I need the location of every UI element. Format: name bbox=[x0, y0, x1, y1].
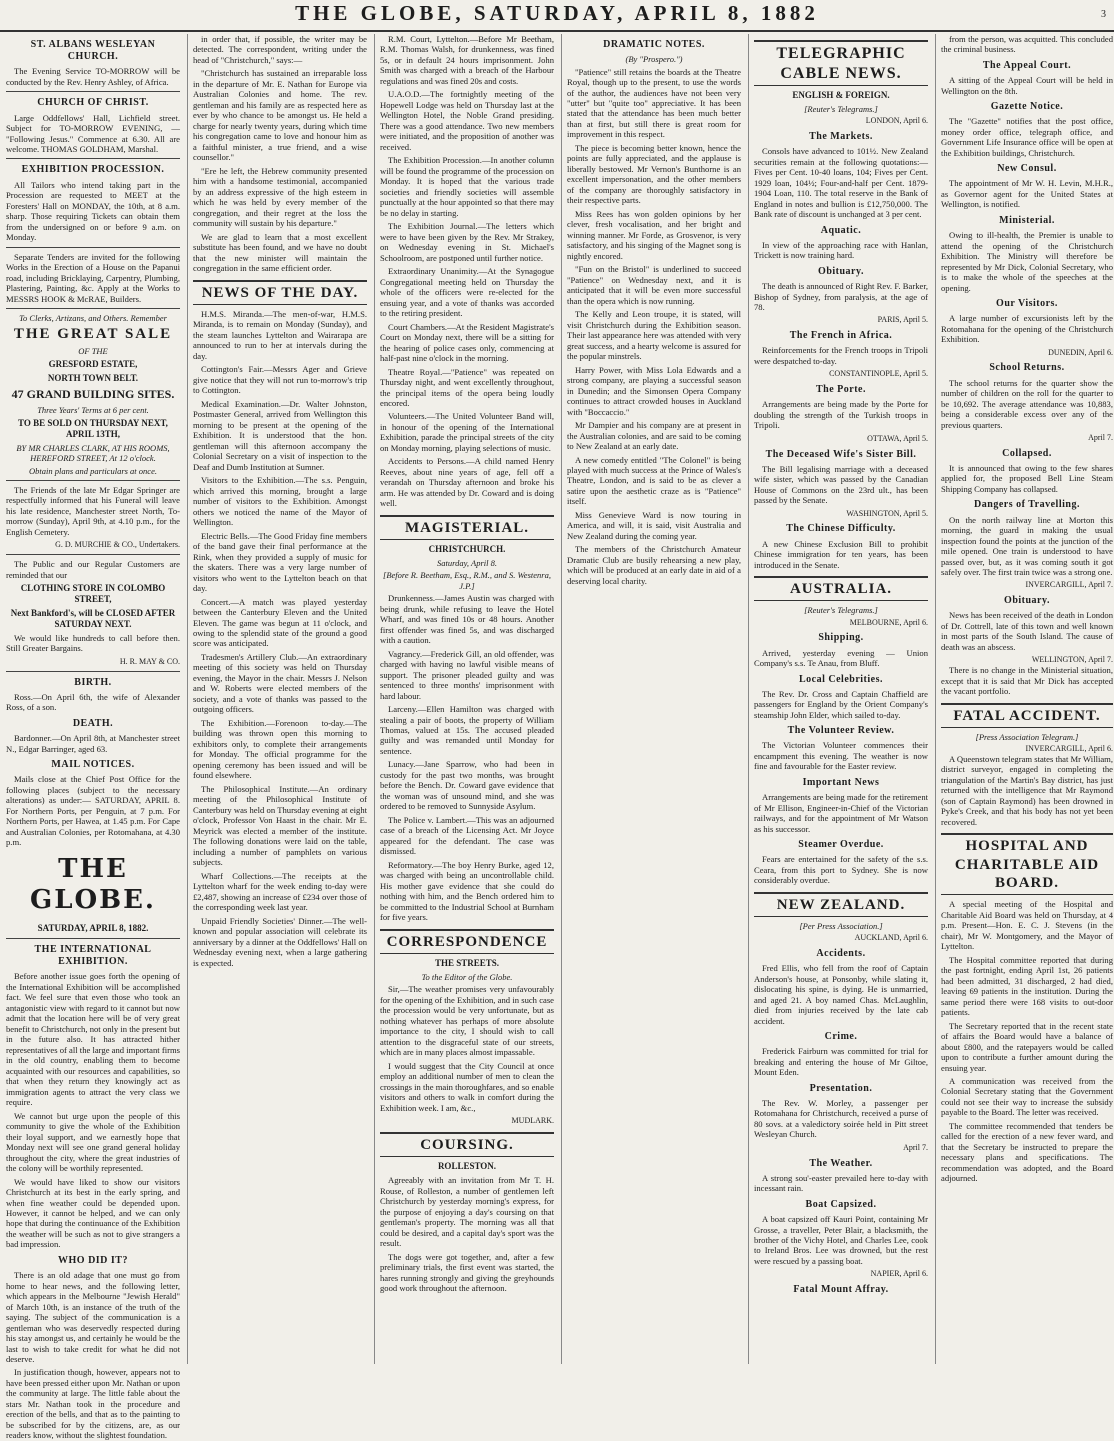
news-item: Cottington's Fair.—Messrs Ager and Grieve give notice that they will not run to-morrow's trip to Cottington. bbox=[193, 364, 367, 396]
item-head: Gazette Notice. bbox=[990, 101, 1064, 113]
item-head: Shipping. bbox=[818, 632, 864, 644]
sale-terms: Three Years' Terms at 6 per cent. bbox=[37, 404, 149, 415]
report-paragraph: A communication was received from the Colonial Secretary stating that the Government could not see their way to increase the subsidy payable to the Board. The letter was received. bbox=[941, 1075, 1113, 1118]
item-head: Steamer Overdue. bbox=[798, 839, 884, 851]
dateline: April 7. bbox=[903, 1142, 928, 1152]
who-paragraph: There is an old adage that one must go from home to hear news, and the following letter, which appears in the Melbourne "Jewish Herald" of March 10th, is an instance of the truth of the saying. The subject of the communication is a gentleman who was deservedly respected during his stay amongst us, and certainly he would be the last to wish to take credit for what he did not deserve. bbox=[6, 1270, 180, 1364]
deaths-head: DEATH. bbox=[72, 717, 114, 729]
hospital-board-title: HOSPITAL AND CHARITABLE AID BOARD. bbox=[941, 833, 1113, 895]
item-text: It is announced that owing to the few shares applied for, the proposed Bell Line Steam Shipping Company has collapsed. bbox=[941, 462, 1113, 494]
sale-of: OF THE bbox=[78, 345, 108, 356]
news-item: Court Chambers.—At the Resident Magistrate's Court on Monday next, there will be a sitting for the hearing of police cases only, commencing at half-past nine o'clock in the morning. bbox=[380, 321, 554, 364]
article-paragraph: "Christchurch has sustained an irreparable loss in the departure of Mr. E. Nathan for Europe via Australian Colonies and home. The rev. gentleman and his family are as respected here as ever by who chance to be amongst us. He held a charge for nearly twenty years, during which time his congregation came to love and honour him as a faithful minister, a true friend, and a wise counsellor." bbox=[193, 68, 367, 163]
item-head: Obituary. bbox=[1004, 595, 1050, 607]
report-paragraph: The Hospital committee reported that during the past fortnight, ending April 1st, 26 patients had been admitted, 31 discharged, 2 had died, leaving 69 patients in the institution. During the same period there were 168 visits to out-door patients. bbox=[941, 954, 1113, 1018]
item-text: A boat capsized off Kauri Point, containing Mr Grosse, a traveller, Peter Blair, a blacksmith, the brother of the Vichy Hotel, and Charles Lee, cook to Ireland Bros. Lee was drowned, but the rest were rescued by a passing boat. bbox=[754, 1214, 928, 1266]
coursing-paragraph: The dogs were got together, and, after a few preliminary trials, the first event was started, the hares running strongly and giving the greyhounds good work throughout the afternoon. bbox=[380, 1251, 554, 1293]
news-item: Tradesmen's Artillery Club.—An extraordinary meeting of this society was held on Thursday evening, the Mayor in the chair. Messrs J. Nelson and W. Roberts were elected members of the society, and a vote of thanks was passed to the outgoing officers. bbox=[193, 651, 367, 715]
court-item: Larceny.—Ellen Hamilton was charged with stealing a pair of boots, the property of William Thomas, valued at 15s. The accused pleaded guilty and was remanded until Monday for sentence. bbox=[380, 704, 554, 756]
globe-title: THE GLOBE. bbox=[30, 853, 156, 916]
divider bbox=[6, 938, 180, 939]
article-paragraph: We are glad to learn that a most excellent substitute has been found, and we have no doubt that the new minister will maintain the congregation in the same efficient order. bbox=[193, 231, 367, 274]
item-text: A sitting of the Appeal Court will be held in Wellington on the 8th. bbox=[941, 75, 1113, 96]
masthead bbox=[0, 0, 1114, 32]
deaths-text: Bardonner.—On April 8th, at Manchester street N., Edgar Barringer, aged 63. bbox=[6, 733, 180, 754]
letter-paragraph: Sir,—The weather promises very unfavourably for the opening of the Exhibition, and in such case the procession would be very unfortunate, but as nothing whatever has perhaps of more absolute importance to the city, I should wish to call attention to the disgraceful state of our streets, which are in many places almost impassable. bbox=[380, 984, 554, 1058]
news-item: Medical Examination.—Dr. Walter Johnston, Postmaster General, arrived from Wellington this morning to be present at the opening of the Exhibition. It is understood that the hon. gentleman will this afternoon accompany the Colonial Secretary on a visit of inspection to the Deaf and Dumb Institution at Sumner. bbox=[193, 398, 367, 472]
clothing-store: CLOTHING STORE IN COLOMBO STREET, bbox=[20, 583, 166, 605]
item-text: The death is announced of Right Rev. F. Barker, Bishop of Sydney, from paralysis, at the age of 78. bbox=[754, 281, 928, 312]
news-item: Accidents to Persons.—A child named Henry Reeves, about nine years of age, fell off a verandah on Thursday afternoon and broke his arm. He was attended by Dr. Coward and is doing well. bbox=[380, 456, 554, 509]
ad-wesleyan-head: ST. ALBANS WESLEYAN CHURCH. bbox=[30, 39, 156, 63]
item-text: There is no change in the Ministerial situation, except that it is said that Mr Dick has accepted the vacant portfolio. bbox=[941, 665, 1113, 697]
item-head: Accidents. bbox=[816, 948, 866, 960]
births-head: BIRTH. bbox=[74, 676, 112, 688]
dramatic-paragraph: A new comedy entitled "The Colonel" is being played with much success at the Prince of Wales's Theatre, London, and is said to be as clever a satire upon the aesthetic craze as is "Patience" itself. bbox=[567, 454, 741, 507]
births-text: Ross.—On April 6th, the wife of Alexander Ross, of a son. bbox=[6, 691, 180, 713]
item-head: The Markets. bbox=[809, 131, 873, 143]
funeral-notice: The Friends of the late Mr Edgar Springer are respectfully informed that his Funeral will leave his late residence, Manchester street North, To-morrow (Sunday), April 9th, at 4.10 p.m., for the English Cemetery. bbox=[6, 484, 180, 537]
item-text: A Queenstown telegram states that Mr William, district surveyor, engaged in completing the triangulation of the Martin's Bay district, has just returned with the intelligence that Mr Raymond (son of Captain Raymond) has been drowned in Pyke's Creek, and that his body has not yet been recovered. bbox=[941, 753, 1113, 827]
dateline: WELLINGTON, April 7. bbox=[1031, 655, 1113, 665]
divider bbox=[6, 480, 180, 481]
dramatic-paragraph: The Kelly and Leon troupe, it is stated, will visit Christchurch during the Exhibition season. Their last appearance here was attended with very great success, and a hearty welcome is assured for the popular minstrels. bbox=[567, 309, 741, 362]
magisterial-date: Saturday, April 8. bbox=[437, 558, 497, 569]
item-text: In view of the approaching race with Hanlan, Trickett is now training hard. bbox=[754, 239, 928, 261]
news-item: The Exhibition Procession.—In another column will be found the programme of the procession on Monday. It is hoped that the various trade societies and friendly societies will assemble punctually at the hour appointed so that there may be no delay in starting. bbox=[380, 155, 554, 218]
news-item: Concert.—A match was played yesterday between the Canterbury Eleven and the United Eleven. The game was begun at 11 o'clock, and owing to the splendid state of the ground a good score was anticipated. bbox=[193, 596, 367, 649]
item-text: The Rev. Dr. Cross and Captain Chaffield are passengers for England by the Orient Company's steamship John Elder, which sailed to-day. bbox=[754, 688, 928, 720]
item-head: School Returns. bbox=[989, 362, 1065, 374]
item-text: The Rev. W. Morley, a passenger per Rotomahana for Christchurch, received a purse of 80 sovs. at a valedictory soirée held in Pitt street Wesleyan Church. bbox=[754, 1097, 928, 1140]
column-4 bbox=[561, 34, 741, 1364]
fatal-accident-agency: [Press Association Telegram.] bbox=[975, 731, 1079, 742]
clothing-sign: H. R. MAY & CO. bbox=[119, 656, 180, 666]
clothing-close: Next Bankford's, will be CLOSED AFTER SATURDAY NEXT. bbox=[10, 608, 176, 629]
globe-date: SATURDAY, APRIL 8, 1882. bbox=[37, 923, 149, 933]
column-5 bbox=[748, 34, 928, 1364]
court-item: Vagrancy.—Frederick Gill, an old offender, was charged with having no lawful visible means of support. The prisoner pleaded guilty and was sentenced to three months' imprisonment with hard labour. bbox=[380, 648, 554, 701]
dateline: MELBOURNE, April 6. bbox=[849, 617, 928, 627]
item-text: The school returns for the quarter show the number of children on the roll for the quarter to be 10,692. The average attendance was 10,883, being a considerable excess over any of the previous quarters. bbox=[941, 377, 1113, 430]
item-head: The Volunteer Review. bbox=[787, 725, 895, 737]
magisterial-head: MAGISTERIAL. bbox=[380, 515, 554, 540]
item-head: The Deceased Wife's Sister Bill. bbox=[765, 448, 917, 460]
dramatic-paragraph: Miss Rees has won golden opinions by her clever, fresh vocalisation, and her bright and winning manner. Mr Forde, as Grosvenor, is very satisfactory, and his singing of the Magnet song is nightly encored. bbox=[567, 208, 741, 261]
court-item: Reformatory.—The boy Henry Burke, aged 12, was charged with being an uncontrollable child. His mother gave evidence that she could do nothing with him, and the Bench ordered him to be committed to the Industrial School at Burnham for five years. bbox=[380, 859, 554, 923]
dramatic-paragraph: "Patience" still retains the boards at the Theatre Royal, though up to the present, to use the words of the author, the audiences have not been very "utter" but "quite too" appreciative. It has been stated that the attendance has been much better than at first, but still there is great room for improvement in this respect. bbox=[567, 66, 741, 140]
item-head: Fatal Mount Affray. bbox=[793, 1284, 889, 1296]
coursing-head: COURSING. bbox=[380, 1132, 554, 1157]
news-item: Extraordinary Unanimity.—At the Synagogue Congregational meeting held on Thursday the whole of the officers were re-elected for the ensuing year, and a vote of thanks was accorded to the retiring president. bbox=[380, 266, 554, 319]
correspondence-sub: THE STREETS. bbox=[434, 958, 500, 968]
mails-text: Mails close at the Chief Post Office for the following places (subject to the necessary alterations) as under:— SATURDAY, APRIL 8. For Northern Ports, per Penguin, at 7 p.m. For Northern Ports, per Hawea, at 1.45 p.m. For Cape and Australian Colonies, per Rotomahana, at 4.30 p.m. bbox=[6, 774, 180, 848]
item-head: The Porte. bbox=[816, 384, 866, 396]
australia-title: AUSTRALIA. bbox=[754, 576, 928, 601]
item-text: News has been received of the death in London of Dr. Cottrell, late of this town and well known in most parts of the South Island. The cause of death was an abscess. bbox=[941, 610, 1113, 652]
dateline: INVERCARGILL, April 7. bbox=[1025, 580, 1113, 590]
correspondence-to: To the Editor of the Globe. bbox=[421, 971, 513, 982]
column-6 bbox=[935, 34, 1113, 1364]
sale-by: BY MR CHARLES CLARK, AT HIS ROOMS, HEREFORD STREET, At 12 o'clock. bbox=[16, 442, 170, 464]
cable-news-sub: ENGLISH & FOREIGN. bbox=[792, 90, 890, 101]
coursing-sub: ROLLESTON. bbox=[437, 1161, 497, 1172]
item-head: The Weather. bbox=[809, 1157, 873, 1169]
dateline: LONDON, April 6. bbox=[865, 116, 928, 126]
item-head: Collapsed. bbox=[1002, 447, 1052, 459]
lead-paragraph: We cannot but urge upon the people of this community to give the whole of the Exhibition their loyal support, and we earnestly hope that Monday next will see one grand general holiday throughout the city, where the great industries of the colony will be worthily represented. bbox=[6, 1110, 180, 1174]
column-1 bbox=[6, 34, 180, 1441]
item-text: Consols have advanced to 101½. New Zealand securities remain at the following quotations:—Fives per Cent. 10-40 loans, 104; Fives per Cent. 1929 loan, 104½; Four-and-half per Cent. 1879-1904 Loan, 110. The total reserve in the Bank of England in notes and bullion is £12,750,000. The Bank rate of discount is unchanged at 3 per cent. bbox=[754, 146, 928, 220]
ad-wesleyan-text: The Evening Service TO-MORROW will be conducted by the Rev. Henry Ashley, of Africa. bbox=[6, 66, 180, 87]
ad-tenders-text: Separate Tenders are invited for the following Works in the Erection of a House on the Papanui road, including Bricklaying, Carpentry, Plumbing, Plastering, Painting, &c. Apply at the Works to MESSRS HOOK & McRAE, Builders. bbox=[6, 251, 180, 304]
dramatic-paragraph: "Fun on the Bristol" is underlined to succeed "Patience" on Wednesday next, and it is anticipated that it will be even more successful than the opera which is now running. bbox=[567, 264, 741, 306]
ad-procession-text: All Tailors who intend taking part in the Procession are requested to MEET at the Foresters' Hall on MONDAY, the 10th, at 8 a.m. sharp. Those requiring Tickets can obtain them from the undersigned on or before 9 a.m. on Monday. bbox=[6, 179, 180, 243]
item-text: The Victorian Volunteer commences their encampment this evening. The weather is now fine and favourable for the Easter review. bbox=[754, 740, 928, 772]
item-head: Boat Capsized. bbox=[805, 1198, 877, 1210]
ad-church-head: CHURCH OF CHRIST. bbox=[37, 97, 149, 109]
new-zealand-agency: [Per Press Association.] bbox=[799, 920, 883, 931]
item-text: Owing to ill-health, the Premier is unable to attend the opening of the Christchurch Exhibition. The Ministry will therefore be represented by Mr Dick, Colonial Secretary, who is to make the whole of the speeches at the opening. bbox=[941, 230, 1113, 293]
magisterial-sub: CHRISTCHURCH. bbox=[428, 544, 506, 555]
news-item: Visitors to the Exhibition.—The s.s. Penguin, which arrived this morning, brought a large number of visitors to the Exhibition. Amongst others we noticed the name of the Mayor of Wellington. bbox=[193, 475, 367, 528]
who-paragraph: In justification though, however, appears not to have been pressed either upon Mr. Nathan or upon the community at large. The little fable about the stars Mr. Nathan took in the procedure and erection of the bells, and that as to the painting to be subscribed for by the citizens, are, as our readers know, without the slightest foundation. bbox=[6, 1367, 180, 1441]
article-paragraph: in order that, if possible, the writer may be detected. The correspondent, writing under the head of "Christchurch," says:— bbox=[193, 34, 367, 65]
article-paragraph: "Ere he left, the Hebrew community presented him with a handsome testimonial, accompanied by an address expressive of the high esteem in which he was held by every member of the congregation, and their regret at the loss the community will sustain by his departure." bbox=[193, 165, 367, 229]
lead-paragraph: We would have liked to show our visitors Christchurch at its best in the early spring, and when fine weather could be depended upon. However, it cannot be helped, and we can only hope that during the continuance of the Exhibition the weather will be such as not to give strangers a bad impression. bbox=[6, 1176, 180, 1250]
item-head: New Consul. bbox=[997, 163, 1057, 175]
divider bbox=[6, 308, 180, 309]
report-paragraph: A special meeting of the Hospital and Charitable Aid Board was held on Thursday, at 4 p.m. Present—Hon. E. C. J. Stevens (in the chair), Mr W. Montgomery, and the Mayor of Lyttelton. bbox=[941, 899, 1113, 952]
item-text: from the person, was acquitted. This concluded the criminal business. bbox=[941, 34, 1113, 55]
news-item: Volunteers.—The United Volunteer Band will, in honour of the opening of the International Exhibition, parade the principal streets of the city on Monday morning, playing selections of music. bbox=[380, 411, 554, 453]
item-head: Important News bbox=[802, 776, 880, 788]
court-item: Lunacy.—Jane Sparrow, who had been in custody for the past two months, was brought before the Bench. Dr. Coward gave evidence that the woman was of unsound mind, and she was ordered to be removed to Sunnyside Asylum. bbox=[380, 759, 554, 812]
item-text: Reinforcements for the French troops in Tripoli were despatched to-day. bbox=[754, 345, 928, 366]
item-text: Arrangements are being made for the retirement of Mr Ellison, Engineer-in-Chief of the Victorian railways, and for the appointment of Mr Watson as his successor. bbox=[754, 792, 928, 834]
item-text: The appointment of Mr W. H. Levin, M.H.R., as Governor agent for the United States at Wellington, is notified. bbox=[941, 178, 1113, 210]
item-head: Ministerial. bbox=[999, 214, 1055, 226]
sale-when: TO BE SOLD ON THURSDAY NEXT, APRIL 13TH, bbox=[18, 417, 168, 439]
australia-agency: [Reuter's Telegrams.] bbox=[804, 605, 878, 616]
item-text: The "Gazette" notifies that the post office, money order office, telegraph office, and Government Life Insurance office will be open at the Exhibition buildings, Christchurch. bbox=[941, 116, 1113, 158]
item-head: The French in Africa. bbox=[789, 330, 893, 342]
item-text: The Bill legalising marriage with a deceased wife sister, which was passed by the Canadian House of Commons on the 23rd ult., has been passed by the Senate. bbox=[754, 463, 928, 506]
dateline: WASHINGTON, April 5. bbox=[846, 508, 928, 518]
dateline: PARIS, April 5. bbox=[877, 315, 928, 325]
item-text: A new Chinese Exclusion Bill to prohibit Chinese immigration for ten years, has been introduced in the Senate. bbox=[754, 538, 928, 570]
news-item: Electric Bells.—The Good Friday fine members of the band gave their final performance at the Rink, when they provided a supply of music for the skaters. There was a very large number of visitors who went to the Lyttelton beach on that day. bbox=[193, 530, 367, 594]
item-text: Fears are entertained for the safety of the s.s. Ceara, from this port to Sydney. She is now considerably overdue. bbox=[754, 854, 928, 886]
item-text: A strong sou'-easter prevailed here to-day with incessant rain. bbox=[754, 1172, 928, 1194]
dateline: DUNEDIN, April 6. bbox=[1048, 347, 1113, 357]
dateline: NAPIER, April 6. bbox=[870, 1269, 928, 1279]
divider bbox=[6, 554, 180, 555]
dramatic-paragraph: Harry Power, with Miss Lola Edwards and a strong company, are playing a successful season in Dunedin; and the Simonsen Opera Company continues to attract crowded houses in Auckland with "Boccaccio." bbox=[567, 364, 741, 417]
report-paragraph: The Secretary reported that in the recent state of affairs the Board would have a balance of about £800, and the ratepayers would be called upon to contribute a further amount during the ensuing year. bbox=[941, 1020, 1113, 1073]
divider bbox=[6, 671, 180, 672]
court-item: Drunkenness.—James Austin was charged with being drunk, while refusing to leave the Hotel Wharf, and was fined 10s or 48 hours. Another first offender was fined 5s, and was discharged with a caution. bbox=[380, 593, 554, 646]
ad-clerks-text: To Clerks, Artizans, and Others. Remember bbox=[19, 312, 167, 323]
funeral-sign: G. D. MURCHIE & CO., Undertakers. bbox=[55, 540, 180, 550]
clothing-notice: The Public and our Regular Customers are reminded that our bbox=[6, 559, 180, 580]
news-item: R.M. Court, Lyttelton.—Before Mr Beetham, R.M. Thomas Walsh, for drunkenness, was fined 5s, or in default 24 hours imprisonment. John Smith was charged with a breach of the Harbour regulations and was fined 20s and costs. bbox=[380, 34, 554, 86]
masthead-title: THE GLOBE, SATURDAY, APRIL 8, 1882 bbox=[295, 1, 819, 25]
magisterial-bench: [Before R. Beetham, Esq., R.M., and S. Westenra, J.P.] bbox=[383, 570, 551, 591]
item-head: Presentation. bbox=[809, 1082, 873, 1094]
sale-location: NORTH TOWN BELT. bbox=[47, 372, 139, 383]
item-text: Arrived, yesterday evening — Union Company's s.s. Te Anau, from Bluff. bbox=[754, 647, 928, 669]
item-text: Frederick Fairburn was committed for trial for breaking and entering the house of Mr Giltoe, Mount Eden. bbox=[754, 1046, 928, 1078]
divider bbox=[6, 247, 180, 248]
dateline: April 7. bbox=[1088, 432, 1113, 442]
page-number: 3 bbox=[1101, 9, 1106, 20]
letter-paragraph: I would suggest that the City Council at once employ an additional number of men to clean the crossings in the main thoroughfares, and so enable visitors and others to walk in comfort during the Exhibition week. I am, &c., bbox=[380, 1060, 554, 1113]
dramatic-paragraph: The piece is becoming better known, hence the points are fully appreciated, and the applause is liberally bestowed. Mr Vernon's Bunthorne is an excellent impersonation, and the other members of the company are thoroughly satisfactory in their respective parts. bbox=[567, 142, 741, 206]
item-head: Crime. bbox=[824, 1031, 858, 1043]
dramatic-paragraph: The members of the Christchurch Amateur Dramatic Club are busily rehearsing a new play, which will be produced at an early date in aid of a deserving local charity. bbox=[567, 544, 741, 586]
fatal-accident-title: FATAL ACCIDENT. bbox=[941, 703, 1113, 728]
dateline: INVERCARGILL, April 6. bbox=[1025, 744, 1113, 754]
news-item: Unpaid Friendly Societies' Dinner.—The well-known and popular association will celebrate its anniversary by a dinner at the Oddfellows' Hall on Wednesday evening next, when a large gathering is expected. bbox=[193, 915, 367, 968]
correspondence-head: CORRESPONDENCE bbox=[380, 929, 554, 954]
cable-news-title: TELEGRAPHIC CABLE NEWS. bbox=[754, 40, 928, 86]
column-3 bbox=[374, 34, 554, 1364]
lead-paragraph: Before another issue goes forth the opening of the International Exhibition will be accomplished fact. We feel sure that even those who took an antagonistic view with regard to it cannot but now admit that the location here will be of very great benefit to Christchurch, not only in the present but in the future also. It has attracted hither representatives of all the large and important firms in the old country, enabling them to become acquainted with our resources and capabilities, so that when they return they knowingly act as immigration agents to attract the very class we require. bbox=[6, 971, 180, 1108]
item-text: On the north railway line at Morton this morning, the guard in making the usual inspection found the points at the junction of the mile opened. One train is understood to have passed over, but, as it was coming south it got safely over. The first train twice was a strong one. bbox=[941, 514, 1113, 577]
dramatic-paragraph: Mr Dampier and his company are at present in the Australian colonies, and are said to be coming to New Zealand at an early date. bbox=[567, 420, 741, 452]
item-head: Obituary. bbox=[818, 265, 864, 277]
item-text: A large number of excursionists left by the Rotomahana for the opening of the Christchurch Exhibition. bbox=[941, 313, 1113, 345]
sale-sites: 47 GRAND BUILDING SITES. bbox=[11, 386, 175, 401]
item-head: Our Visitors. bbox=[996, 297, 1058, 309]
divider bbox=[6, 91, 180, 92]
coursing-paragraph: Agreeably with an invitation from Mr T. H. Rouse, of Rolleston, a number of gentlemen left Christchurch by yesterday morning's express, for the purpose of enjoying a day's coursing on that gentleman's property. The morning was all that could be desired, and a capital day's sport was the result. bbox=[380, 1175, 554, 1249]
news-item: The Exhibition.—Forenoon to-day.—The building was thrown open this morning to exhibitors only, to complete their arrangements for Monday. The official programme for the opening ceremony has been issued and will be found elsewhere. bbox=[193, 717, 367, 781]
new-zealand-title: NEW ZEALAND. bbox=[754, 892, 928, 917]
news-item: The Exhibition Journal.—The letters which were to have been given by the Rev. Mr Strakey, on Wednesday evening in St. Michael's Schoolroom, are postponed until further notice. bbox=[380, 221, 554, 263]
item-head: Local Celebrities. bbox=[799, 673, 883, 685]
sale-title: THE GREAT SALE bbox=[13, 326, 173, 343]
item-head: The Chinese Difficulty. bbox=[786, 523, 896, 535]
dateline: OTTAWA, April 5. bbox=[867, 433, 928, 443]
news-item: Wharf Collections.—The receipts at the Lyttelton wharf for the week ending to-day were £2,487, showing an increase of £234 over those of the corresponding week last year. bbox=[193, 870, 367, 913]
dramatic-head: DRAMATIC NOTES. bbox=[603, 39, 705, 50]
ad-church-text: Large Oddfellows' Hall, Lichfield street. Subject for TO-MORROW EVENING, — "Following Jesus." Commence at 6.30. All are welcome. THOMAS GOLDHAM, Marshal. bbox=[6, 112, 180, 154]
news-item: The Philosophical Institute.—An ordinary meeting of the Philosophical Institute of Canterbury was held on Thursday evening at eight o'clock, Professor Von Haast in the chair. Mr E. Meyrick was elected a member of the institute. The following donations were laid on the table, including a number of pamphlets on various subjects. bbox=[193, 783, 367, 868]
item-text: Fred Ellis, who fell from the roof of Captain Anderson's house, at Ponsonby, while slating it, dislocating his spine, is dying. He is unmarried, and aged 21. A boy named Chas. McLaughlin, died from injuries received by the late cab accident. bbox=[754, 963, 928, 1026]
divider bbox=[6, 158, 180, 159]
news-item: U.A.O.D.—The fortnightly meeting of the Hopewell Lodge was held on Thursday last at the Wellington Hotel, the Noble Grand presiding. There was a good attendance. Two new members were initiated, and the proposition of another was received. bbox=[380, 89, 554, 152]
item-head: The Appeal Court. bbox=[982, 59, 1072, 71]
news-item: Theatre Royal.—"Patience" was repeated on Thursday night, and went excellently throughout, the principal items of the opera being loudly encored. bbox=[380, 366, 554, 408]
item-head: Aquatic. bbox=[820, 224, 862, 236]
item-text: Arrangements are being made by the Porte for doubling the strength of the Turkish troops in Tripoli. bbox=[754, 399, 928, 431]
ad-procession-head: EXHIBITION PROCESSION. bbox=[21, 164, 165, 176]
who-head: WHO DID IT? bbox=[58, 1254, 128, 1266]
dateline: CONSTANTINOPLE, April 5. bbox=[829, 369, 928, 379]
dateline: AUCKLAND, April 6. bbox=[854, 933, 928, 943]
report-paragraph: The committee recommended that tenders be called for the erection of a new fever ward, and that the Secretary be instructed to prepare the necessary plans and specifications. The recommendation was adopted, and the Board adjourned. bbox=[941, 1120, 1113, 1184]
cable-agency: [Reuter's Telegrams.] bbox=[804, 104, 878, 114]
sale-plans: Obtain plans and particulars at once. bbox=[29, 465, 157, 476]
clothing-note: We would like hundreds to call before then. Still Greater Bargains. bbox=[6, 632, 180, 654]
item-head: Dangers of Travelling. bbox=[974, 499, 1080, 511]
column-2 bbox=[187, 34, 367, 1364]
lead-head: THE INTERNATIONAL EXHIBITION. bbox=[34, 943, 152, 968]
news-of-day-head: NEWS OF THE DAY. bbox=[193, 280, 367, 305]
court-item: The Police v. Lambert.—This was an adjourned case of a breach of the Licensing Act. Mr Joyce appeared for the defendant. The case was dismissed. bbox=[380, 814, 554, 857]
sale-estate: GRESFORD ESTATE, bbox=[48, 359, 138, 369]
news-item: H.M.S. Miranda.—The men-of-war, H.M.S. Miranda, is to remain on Monday (Sunday), and the steam launches Lyttelton and Wairarapa are announced to run to her at intervals during the day. bbox=[193, 308, 367, 361]
letter-sign: MUDLARK. bbox=[511, 1116, 554, 1126]
dramatic-sub: (By "Prospero.") bbox=[625, 54, 683, 65]
dramatic-paragraph: Miss Genevieve Ward is now touring in America, and will, it is said, visit Australia and New Zealand during the coming year. bbox=[567, 509, 741, 541]
mails-head: MAIL NOTICES. bbox=[51, 758, 135, 770]
